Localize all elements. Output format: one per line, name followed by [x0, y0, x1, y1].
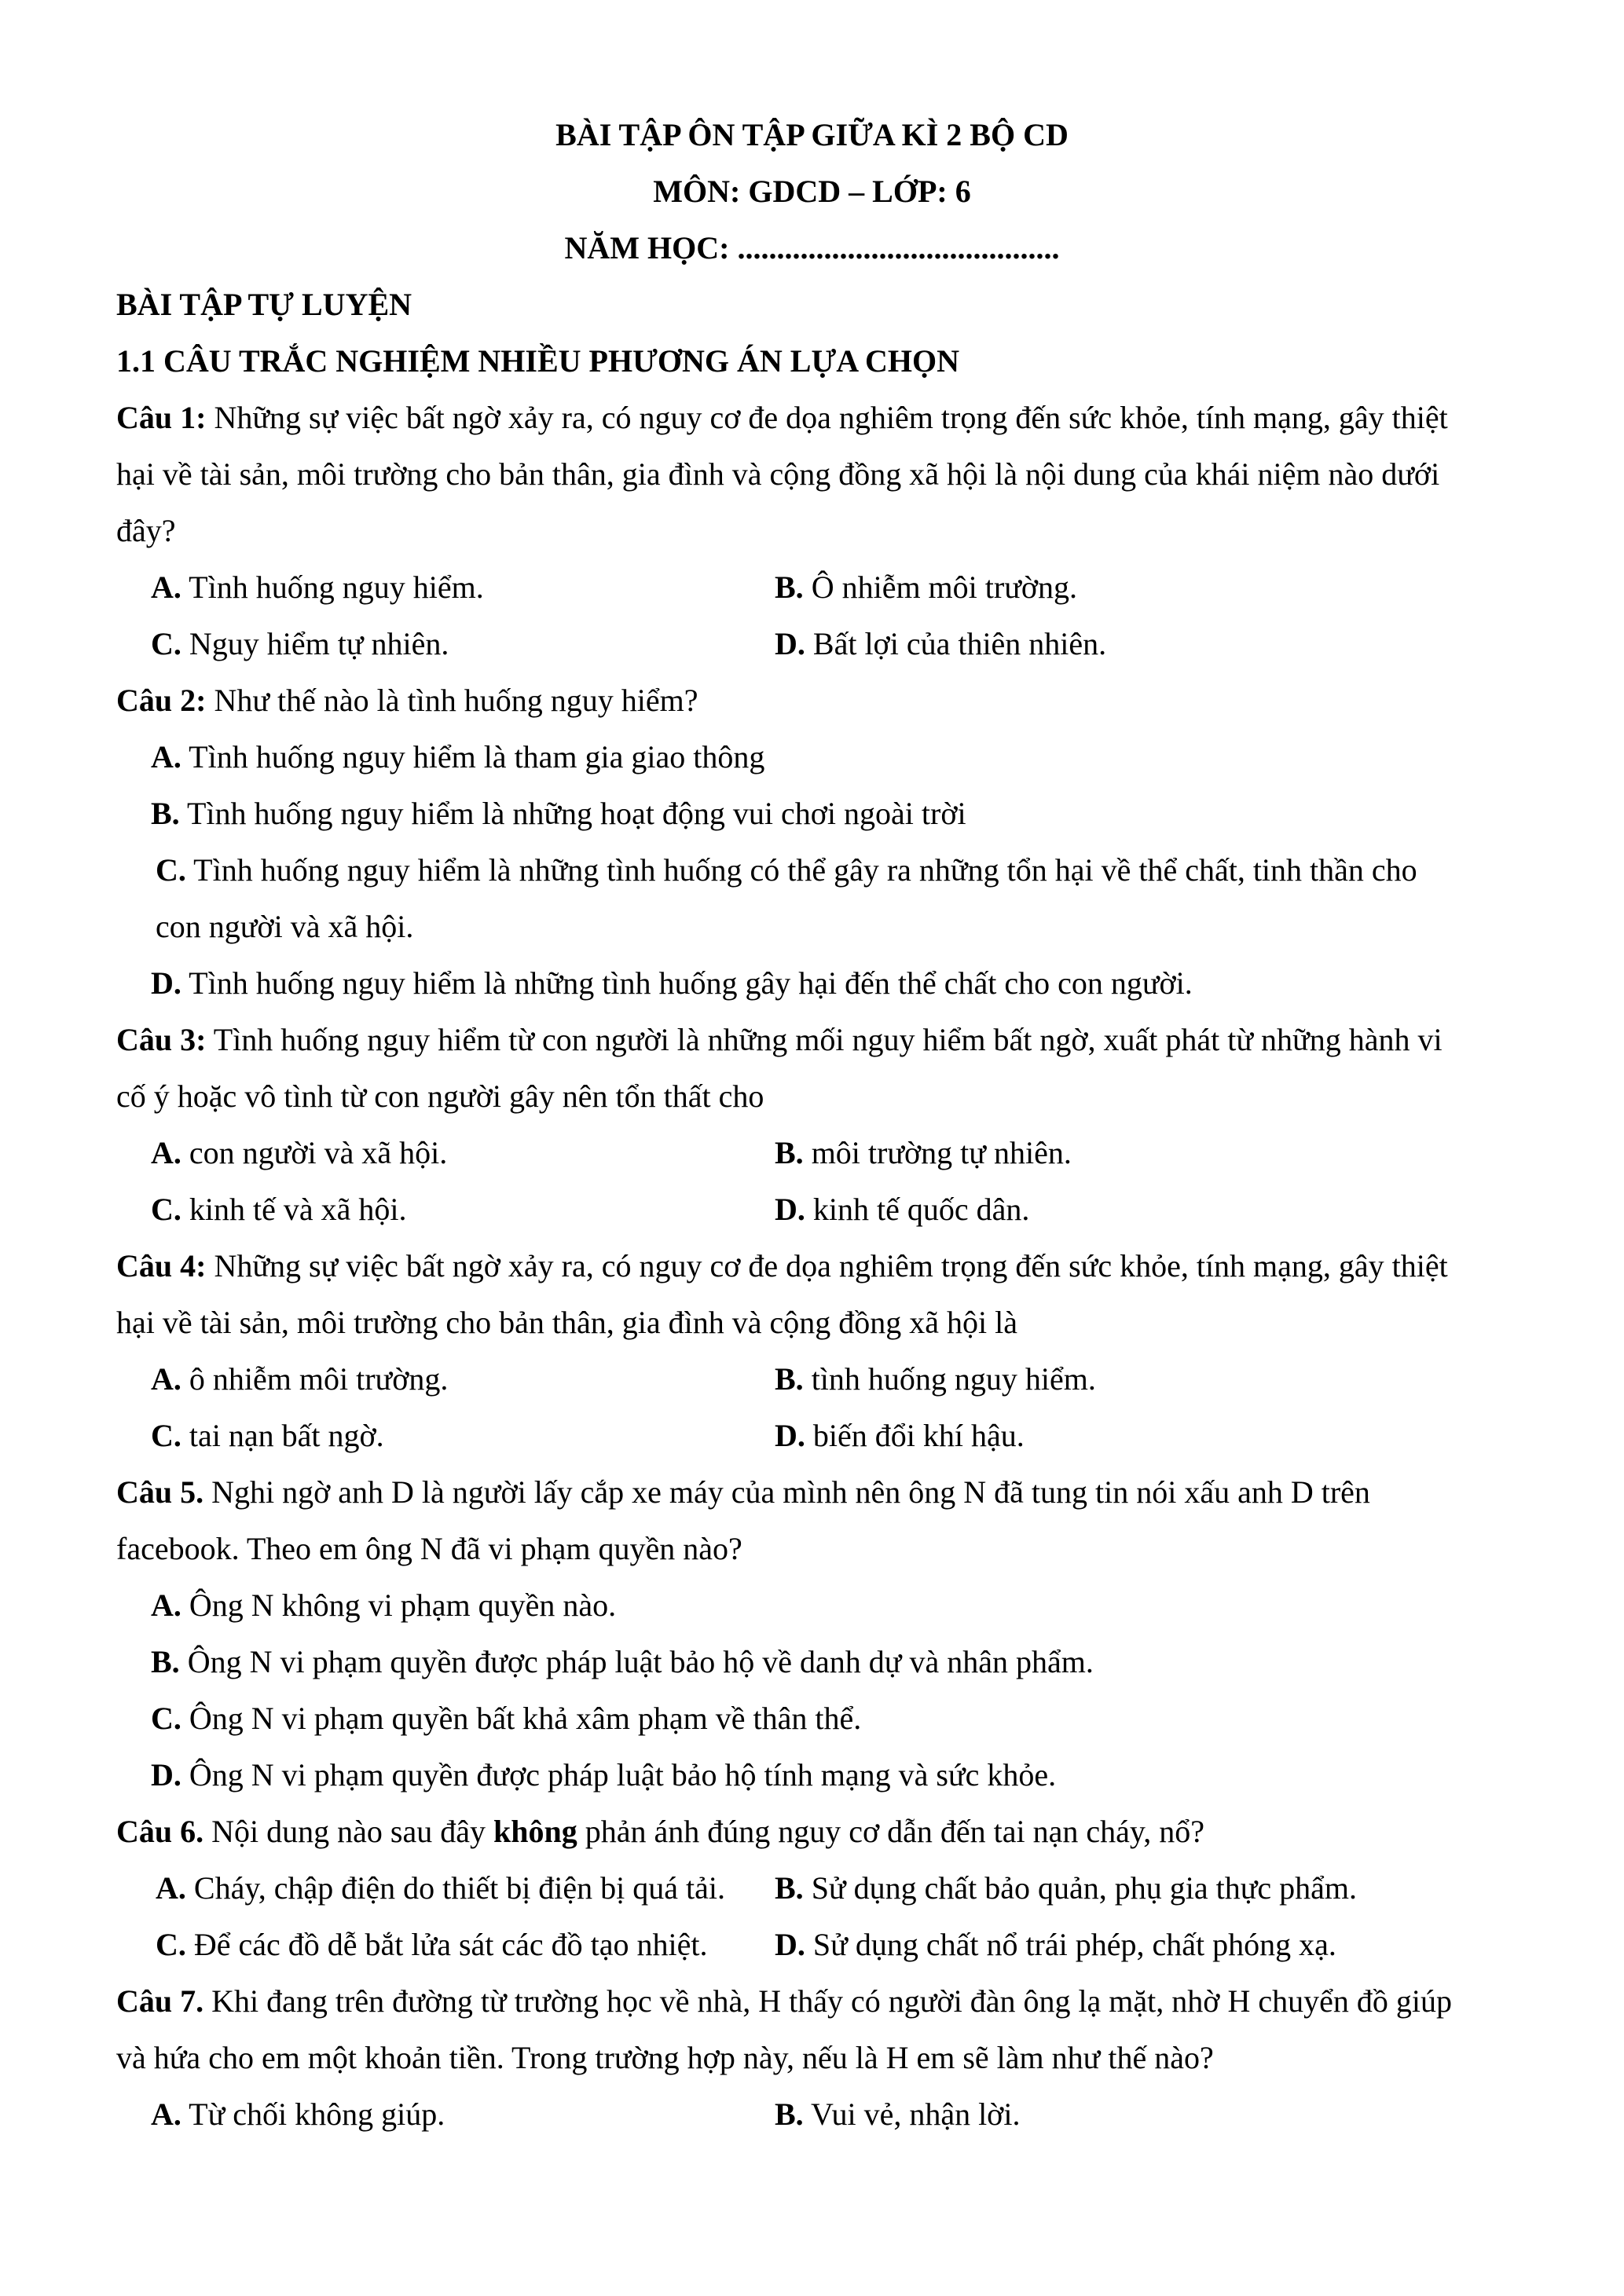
option-a: [151, 1577, 616, 1634]
subsection-title: 1.1 CÂU TRẮC NGHIỆM NHIỀU PHƯƠNG ÁN LỰA CHỌN: [116, 343, 959, 379]
option-label: D.: [151, 1757, 181, 1792]
option-label: B.: [151, 796, 180, 831]
option-d: [151, 1747, 1056, 1803]
question-6: [116, 1803, 1204, 1860]
question-text: Nghi ngờ anh D là người lấy cắp xe máy của mình nên ông N đã tung tin nói xấu anh D trên: [203, 1474, 1370, 1510]
question-7: [116, 1973, 1452, 2030]
option-b: [775, 1351, 1096, 1408]
question-text: Những sự việc bất ngờ xảy ra, có nguy cơ đe dọa nghiêm trọng đến sức khỏe, tính mạng, gây thiệt: [206, 400, 1448, 435]
option-text: Ông N vi phạm quyền được pháp luật bảo hộ về danh dự và nhân phẩm.: [179, 1644, 1094, 1679]
option-text: kinh tế quốc dân.: [805, 1192, 1030, 1227]
option-text: Bất lợi của thiên nhiên.: [805, 626, 1107, 661]
option-text: môi trường tự nhiên.: [803, 1135, 1072, 1170]
question-2: [116, 672, 698, 729]
option-label: A.: [151, 569, 181, 605]
option-text: Tình huống nguy hiểm là những tình huống có thể gây ra những tổn hại về thể chất, tinh thần cho: [185, 852, 1417, 888]
option-text-line: con người và xã hội.: [156, 909, 414, 944]
question-3: [116, 1012, 1443, 1068]
question-label: Câu 5.: [116, 1474, 204, 1510]
option-label: C.: [151, 1418, 181, 1453]
question-label: Câu 7.: [116, 1983, 204, 2019]
option-c: [151, 1690, 861, 1747]
option-text: Ông N không vi phạm quyền nào.: [181, 1587, 617, 1623]
option-text: tai nạn bất ngờ.: [181, 1418, 384, 1453]
option-label: D.: [775, 1418, 805, 1453]
option-a: [151, 729, 764, 785]
option-label: C.: [151, 1192, 181, 1227]
option-text: Ông N vi phạm quyền được pháp luật bảo hộ tính mạng và sức khỏe.: [181, 1757, 1057, 1792]
question-text-line: hại về tài sản, môi trường cho bản thân, gia đình và cộng đồng xã hội là: [116, 1305, 1018, 1340]
option-label: A.: [151, 1135, 181, 1170]
option-label: B.: [775, 569, 804, 605]
option-text: Sử dụng chất nổ trái phép, chất phóng xạ.: [805, 1927, 1336, 1962]
option-a: [156, 1860, 725, 1917]
question-text: Khi đang trên đường từ trường học về nhà, H thấy có người đàn ông lạ mặt, nhờ H chuyển đồ giúp: [203, 1983, 1452, 2019]
option-d: [775, 1408, 1025, 1464]
question-5: [116, 1464, 1370, 1521]
question-text: Những sự việc bất ngờ xảy ra, có nguy cơ đe dọa nghiêm trọng đến sức khỏe, tính mạng, gây thiệt: [206, 1248, 1448, 1283]
option-a: [151, 559, 484, 616]
section-title: BÀI TẬP TỰ LUYỆN: [116, 287, 412, 322]
question-text-line: và hứa cho em một khoản tiền. Trong trường hợp này, nếu là H em sẽ làm như thế nào?: [116, 2040, 1214, 2075]
question-text: Nội dung nào sau đây: [203, 1814, 493, 1849]
option-text: Tình huống nguy hiểm là những tình huống gây hại đến thể chất cho con người.: [181, 965, 1193, 1001]
option-label: A.: [151, 2096, 181, 2132]
option-label: D.: [775, 626, 805, 661]
doc-year: NĂM HỌC: .........................................: [564, 230, 1060, 265]
option-text: tình huống nguy hiểm.: [803, 1361, 1096, 1397]
option-label: C.: [151, 1701, 181, 1736]
option-label: B.: [775, 1135, 804, 1170]
question-label: Câu 2:: [116, 683, 207, 718]
option-c: [151, 1408, 384, 1464]
question-1: [116, 390, 1448, 446]
option-d: [775, 616, 1106, 672]
option-text: biến đổi khí hậu.: [805, 1418, 1025, 1453]
question-4: [116, 1238, 1448, 1294]
option-text: kinh tế và xã hội.: [181, 1192, 407, 1227]
option-label: B.: [775, 1870, 804, 1906]
option-c: [156, 842, 1417, 899]
option-label: D.: [151, 965, 181, 1001]
option-b: [775, 1860, 1357, 1917]
option-label: B.: [151, 1644, 180, 1679]
option-d: [775, 1917, 1336, 1973]
option-text: Sử dụng chất bảo quản, phụ gia thực phẩm.: [803, 1870, 1358, 1906]
option-c: [151, 1181, 407, 1238]
option-a: [151, 2086, 445, 2143]
option-label: A.: [151, 1361, 181, 1397]
option-text: Vui vẻ, nhận lời.: [803, 2096, 1021, 2132]
question-text-line: cố ý hoặc vô tình từ con người gây nên tổn thất cho: [116, 1078, 764, 1114]
option-d: [151, 955, 1193, 1012]
emphasis-text: không: [493, 1814, 577, 1849]
option-text: Tình huống nguy hiểm là những hoạt động vui chơi ngoài trời: [179, 796, 966, 831]
option-label: A.: [151, 1587, 181, 1623]
question-text-line: hại về tài sản, môi trường cho bản thân, gia đình và cộng đồng xã hội là nội dung của khái niệm nào dưới: [116, 456, 1440, 492]
option-label: D.: [775, 1927, 805, 1962]
option-b: [151, 785, 966, 842]
option-text: con người và xã hội.: [181, 1135, 448, 1170]
option-text: Để các đồ dễ bắt lửa sát các đồ tạo nhiệt.: [185, 1927, 708, 1962]
option-text: Nguy hiểm tự nhiên.: [181, 626, 449, 661]
option-b: [775, 1125, 1072, 1181]
question-text-line: facebook. Theo em ông N đã vi phạm quyền nào?: [116, 1531, 742, 1566]
option-label: B.: [775, 2096, 804, 2132]
option-text: Ô nhiễm môi trường.: [803, 569, 1078, 605]
option-a: [151, 1351, 448, 1408]
option-text: Từ chối không giúp.: [181, 2096, 445, 2132]
option-label: C.: [151, 626, 181, 661]
option-d: [775, 1181, 1029, 1238]
option-c: [156, 1917, 708, 1973]
question-text: Tình huống nguy hiểm từ con người là những mối nguy hiểm bất ngờ, xuất phát từ những hành vi: [206, 1022, 1443, 1057]
question-label: Câu 4:: [116, 1248, 207, 1283]
question-text: phản ánh đúng nguy cơ dẫn đến tai nạn cháy, nổ?: [577, 1814, 1205, 1849]
option-label: C.: [156, 1927, 186, 1962]
option-label: D.: [775, 1192, 805, 1227]
option-a: [151, 1125, 447, 1181]
option-text: Ông N vi phạm quyền bất khả xâm phạm về thân thể.: [181, 1701, 862, 1736]
option-b: [151, 1634, 1094, 1690]
option-label: C.: [156, 852, 186, 888]
doc-title: BÀI TẬP ÔN TẬP GIỮA KÌ 2 BỘ CD: [555, 117, 1069, 152]
option-text: Cháy, chập điện do thiết bị điện bị quá tải.: [185, 1870, 726, 1906]
option-b: [775, 559, 1077, 616]
option-text: Tình huống nguy hiểm.: [181, 569, 484, 605]
option-label: A.: [156, 1870, 186, 1906]
question-label: Câu 3:: [116, 1022, 207, 1057]
option-text: Tình huống nguy hiểm là tham gia giao thông: [181, 739, 765, 774]
option-b: [775, 2086, 1020, 2143]
question-text: Như thế nào là tình huống nguy hiểm?: [206, 683, 698, 718]
option-text: ô nhiễm môi trường.: [181, 1361, 449, 1397]
option-c: [151, 616, 449, 672]
question-text-line: đây?: [116, 513, 176, 548]
option-label: A.: [151, 739, 181, 774]
doc-subject: MÔN: GDCD – LỚP: 6: [653, 174, 971, 209]
question-label: Câu 6.: [116, 1814, 204, 1849]
question-label: Câu 1:: [116, 400, 207, 435]
option-label: B.: [775, 1361, 804, 1397]
